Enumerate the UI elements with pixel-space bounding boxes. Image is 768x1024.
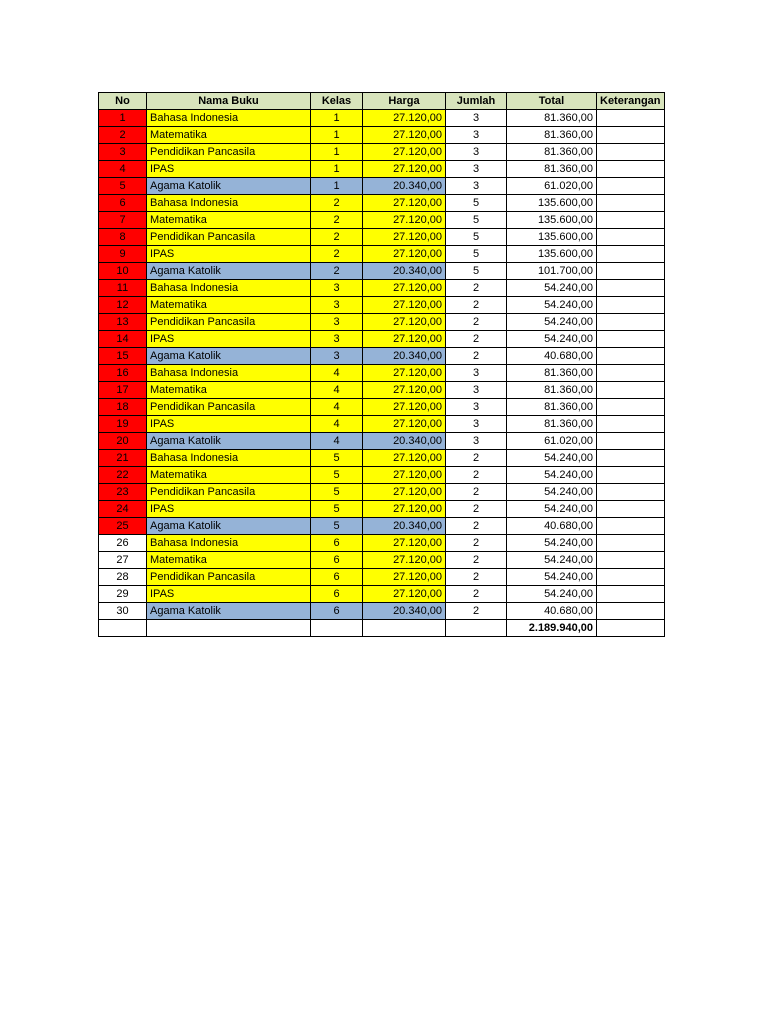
cell-harga: 20.340,00 [363, 178, 446, 195]
cell-no: 13 [99, 314, 147, 331]
cell-keterangan [597, 263, 665, 280]
cell-no: 27 [99, 552, 147, 569]
cell-jumlah: 5 [446, 229, 507, 246]
cell-harga: 27.120,00 [363, 450, 446, 467]
table-row [99, 314, 665, 331]
cell-no: 19 [99, 416, 147, 433]
cell-jumlah: 3 [446, 365, 507, 382]
header-kelas: Kelas [311, 93, 363, 110]
cell-jumlah: 5 [446, 263, 507, 280]
cell-kelas: 4 [311, 433, 363, 450]
cell-nama-buku: IPAS [147, 501, 311, 518]
cell-kelas: 4 [311, 382, 363, 399]
cell-keterangan [597, 246, 665, 263]
cell-no: 2 [99, 127, 147, 144]
cell-total: 81.360,00 [507, 161, 597, 178]
cell-jumlah: 2 [446, 314, 507, 331]
cell-kelas: 2 [311, 246, 363, 263]
cell-jumlah: 2 [446, 603, 507, 620]
cell-nama-buku: Pendidikan Pancasila [147, 314, 311, 331]
cell-harga: 27.120,00 [363, 535, 446, 552]
cell-kelas: 4 [311, 399, 363, 416]
cell-kelas: 6 [311, 603, 363, 620]
cell-total: 101.700,00 [507, 263, 597, 280]
cell-total: 40.680,00 [507, 603, 597, 620]
cell-nama-buku: Bahasa Indonesia [147, 195, 311, 212]
cell-nama-buku: IPAS [147, 161, 311, 178]
cell-nama-buku: Bahasa Indonesia [147, 450, 311, 467]
cell-jumlah: 2 [446, 280, 507, 297]
cell-total: 54.240,00 [507, 467, 597, 484]
table-row [99, 127, 665, 144]
cell-jumlah: 2 [446, 484, 507, 501]
cell-jumlah: 5 [446, 212, 507, 229]
cell-nama-buku: IPAS [147, 416, 311, 433]
cell-nama-buku: Agama Katolik [147, 178, 311, 195]
cell-harga: 27.120,00 [363, 280, 446, 297]
table-row [99, 365, 665, 382]
cell-kelas: 5 [311, 484, 363, 501]
cell-jumlah: 3 [446, 144, 507, 161]
cell-no: 10 [99, 263, 147, 280]
cell-keterangan [597, 365, 665, 382]
cell-jumlah: 2 [446, 331, 507, 348]
cell-harga: 27.120,00 [363, 110, 446, 127]
cell-total: 54.240,00 [507, 586, 597, 603]
cell-kelas: 3 [311, 331, 363, 348]
cell-nama-buku: Pendidikan Pancasila [147, 484, 311, 501]
cell-total: 61.020,00 [507, 178, 597, 195]
cell-jumlah: 5 [446, 195, 507, 212]
cell-total: 135.600,00 [507, 212, 597, 229]
cell-total: 40.680,00 [507, 518, 597, 535]
cell-jumlah: 2 [446, 535, 507, 552]
cell-total: 135.600,00 [507, 246, 597, 263]
cell-harga: 27.120,00 [363, 331, 446, 348]
cell-keterangan [597, 501, 665, 518]
table-row [99, 552, 665, 569]
header-jumlah: Jumlah [446, 93, 507, 110]
cell-harga: 20.340,00 [363, 518, 446, 535]
cell-harga: 27.120,00 [363, 212, 446, 229]
grand-total-value: 2.189.940,00 [507, 620, 597, 637]
cell-total: 81.360,00 [507, 127, 597, 144]
cell-harga: 27.120,00 [363, 195, 446, 212]
grand-total-blank-cell [597, 620, 665, 637]
cell-kelas: 6 [311, 569, 363, 586]
table-row [99, 246, 665, 263]
cell-total: 81.360,00 [507, 365, 597, 382]
cell-harga: 27.120,00 [363, 467, 446, 484]
cell-total: 54.240,00 [507, 501, 597, 518]
cell-no: 11 [99, 280, 147, 297]
cell-kelas: 6 [311, 586, 363, 603]
cell-nama-buku: Agama Katolik [147, 518, 311, 535]
cell-no: 18 [99, 399, 147, 416]
table-row [99, 467, 665, 484]
grand-total-blank-cell [363, 620, 446, 637]
cell-kelas: 2 [311, 195, 363, 212]
cell-nama-buku: Matematika [147, 297, 311, 314]
cell-jumlah: 5 [446, 246, 507, 263]
cell-kelas: 1 [311, 127, 363, 144]
cell-harga: 20.340,00 [363, 603, 446, 620]
cell-harga: 27.120,00 [363, 246, 446, 263]
cell-nama-buku: Pendidikan Pancasila [147, 144, 311, 161]
cell-nama-buku: Matematika [147, 552, 311, 569]
grand-total-blank-cell [311, 620, 363, 637]
header-total: Total [507, 93, 597, 110]
table-row [99, 603, 665, 620]
cell-jumlah: 2 [446, 348, 507, 365]
cell-harga: 27.120,00 [363, 552, 446, 569]
table-row [99, 416, 665, 433]
cell-kelas: 2 [311, 263, 363, 280]
cell-jumlah: 2 [446, 518, 507, 535]
cell-jumlah: 2 [446, 501, 507, 518]
cell-nama-buku: Pendidikan Pancasila [147, 399, 311, 416]
table-row [99, 263, 665, 280]
cell-nama-buku: Matematika [147, 127, 311, 144]
cell-no: 17 [99, 382, 147, 399]
cell-total: 54.240,00 [507, 569, 597, 586]
cell-jumlah: 2 [446, 297, 507, 314]
cell-total: 81.360,00 [507, 416, 597, 433]
cell-total: 54.240,00 [507, 484, 597, 501]
cell-nama-buku: Bahasa Indonesia [147, 110, 311, 127]
cell-total: 54.240,00 [507, 535, 597, 552]
table-row [99, 110, 665, 127]
cell-jumlah: 2 [446, 552, 507, 569]
cell-nama-buku: Matematika [147, 382, 311, 399]
cell-nama-buku: Matematika [147, 212, 311, 229]
cell-keterangan [597, 382, 665, 399]
table-row [99, 501, 665, 518]
cell-keterangan [597, 467, 665, 484]
header-nama-buku: Nama Buku [147, 93, 311, 110]
header-keterangan: Keterangan [597, 93, 665, 110]
table-row [99, 586, 665, 603]
cell-no: 14 [99, 331, 147, 348]
cell-no: 30 [99, 603, 147, 620]
cell-keterangan [597, 603, 665, 620]
cell-harga: 27.120,00 [363, 382, 446, 399]
table-row [99, 297, 665, 314]
cell-kelas: 5 [311, 518, 363, 535]
cell-total: 81.360,00 [507, 382, 597, 399]
cell-no: 3 [99, 144, 147, 161]
cell-harga: 27.120,00 [363, 365, 446, 382]
table-row [99, 161, 665, 178]
cell-nama-buku: IPAS [147, 246, 311, 263]
cell-nama-buku: Bahasa Indonesia [147, 535, 311, 552]
cell-keterangan [597, 161, 665, 178]
table-row [99, 535, 665, 552]
table-row [99, 518, 665, 535]
table-row [99, 144, 665, 161]
cell-total: 135.600,00 [507, 229, 597, 246]
cell-keterangan [597, 535, 665, 552]
cell-keterangan [597, 110, 665, 127]
cell-keterangan [597, 586, 665, 603]
cell-jumlah: 3 [446, 161, 507, 178]
grand-total-row [99, 620, 665, 637]
cell-total: 81.360,00 [507, 399, 597, 416]
cell-keterangan [597, 178, 665, 195]
cell-harga: 27.120,00 [363, 144, 446, 161]
cell-no: 4 [99, 161, 147, 178]
cell-jumlah: 2 [446, 467, 507, 484]
cell-harga: 27.120,00 [363, 297, 446, 314]
cell-kelas: 4 [311, 365, 363, 382]
cell-nama-buku: Pendidikan Pancasila [147, 229, 311, 246]
cell-no: 8 [99, 229, 147, 246]
cell-jumlah: 2 [446, 586, 507, 603]
table-row [99, 484, 665, 501]
cell-total: 135.600,00 [507, 195, 597, 212]
cell-keterangan [597, 331, 665, 348]
cell-kelas: 5 [311, 501, 363, 518]
table-row [99, 382, 665, 399]
cell-total: 54.240,00 [507, 280, 597, 297]
cell-nama-buku: IPAS [147, 586, 311, 603]
table-row [99, 178, 665, 195]
cell-jumlah: 2 [446, 569, 507, 586]
cell-total: 61.020,00 [507, 433, 597, 450]
cell-kelas: 1 [311, 178, 363, 195]
cell-total: 54.240,00 [507, 450, 597, 467]
table-row [99, 229, 665, 246]
cell-nama-buku: Bahasa Indonesia [147, 365, 311, 382]
table-row [99, 399, 665, 416]
cell-harga: 27.120,00 [363, 586, 446, 603]
cell-kelas: 6 [311, 535, 363, 552]
cell-nama-buku: Agama Katolik [147, 263, 311, 280]
header-harga: Harga [363, 93, 446, 110]
cell-jumlah: 3 [446, 382, 507, 399]
cell-keterangan [597, 127, 665, 144]
cell-harga: 27.120,00 [363, 501, 446, 518]
header-no: No [99, 93, 147, 110]
cell-harga: 20.340,00 [363, 433, 446, 450]
cell-total: 81.360,00 [507, 144, 597, 161]
cell-nama-buku: IPAS [147, 331, 311, 348]
cell-no: 26 [99, 535, 147, 552]
cell-jumlah: 3 [446, 399, 507, 416]
cell-kelas: 2 [311, 212, 363, 229]
cell-no: 25 [99, 518, 147, 535]
cell-keterangan [597, 416, 665, 433]
grand-total-blank-cell [99, 620, 147, 637]
grand-total-blank-cell [147, 620, 311, 637]
cell-total: 54.240,00 [507, 552, 597, 569]
cell-harga: 20.340,00 [363, 263, 446, 280]
cell-harga: 27.120,00 [363, 229, 446, 246]
cell-keterangan [597, 297, 665, 314]
cell-harga: 27.120,00 [363, 161, 446, 178]
cell-no: 21 [99, 450, 147, 467]
cell-jumlah: 3 [446, 433, 507, 450]
cell-total: 54.240,00 [507, 314, 597, 331]
cell-keterangan [597, 348, 665, 365]
cell-keterangan [597, 450, 665, 467]
cell-no: 7 [99, 212, 147, 229]
cell-keterangan [597, 229, 665, 246]
cell-no: 5 [99, 178, 147, 195]
cell-total: 81.360,00 [507, 110, 597, 127]
table-row [99, 348, 665, 365]
cell-nama-buku: Agama Katolik [147, 348, 311, 365]
cell-total: 54.240,00 [507, 331, 597, 348]
cell-jumlah: 3 [446, 127, 507, 144]
cell-no: 23 [99, 484, 147, 501]
cell-harga: 27.120,00 [363, 314, 446, 331]
cell-kelas: 6 [311, 552, 363, 569]
cell-kelas: 3 [311, 280, 363, 297]
cell-kelas: 2 [311, 229, 363, 246]
table-row [99, 195, 665, 212]
cell-keterangan [597, 569, 665, 586]
cell-keterangan [597, 314, 665, 331]
cell-nama-buku: Pendidikan Pancasila [147, 569, 311, 586]
cell-kelas: 5 [311, 450, 363, 467]
cell-harga: 27.120,00 [363, 127, 446, 144]
cell-no: 1 [99, 110, 147, 127]
grand-total-blank-cell [446, 620, 507, 637]
cell-no: 22 [99, 467, 147, 484]
table-row [99, 569, 665, 586]
cell-keterangan [597, 552, 665, 569]
cell-kelas: 5 [311, 467, 363, 484]
cell-harga: 20.340,00 [363, 348, 446, 365]
cell-harga: 27.120,00 [363, 399, 446, 416]
cell-kelas: 1 [311, 144, 363, 161]
cell-no: 29 [99, 586, 147, 603]
cell-keterangan [597, 195, 665, 212]
cell-no: 28 [99, 569, 147, 586]
cell-no: 16 [99, 365, 147, 382]
cell-jumlah: 3 [446, 416, 507, 433]
cell-no: 15 [99, 348, 147, 365]
cell-nama-buku: Agama Katolik [147, 603, 311, 620]
cell-total: 54.240,00 [507, 297, 597, 314]
table-row [99, 331, 665, 348]
cell-nama-buku: Agama Katolik [147, 433, 311, 450]
cell-nama-buku: Matematika [147, 467, 311, 484]
table-row [99, 212, 665, 229]
cell-kelas: 1 [311, 110, 363, 127]
table-row [99, 280, 665, 297]
table-row [99, 433, 665, 450]
cell-nama-buku: Bahasa Indonesia [147, 280, 311, 297]
cell-keterangan [597, 280, 665, 297]
cell-harga: 27.120,00 [363, 484, 446, 501]
cell-kelas: 3 [311, 314, 363, 331]
cell-keterangan [597, 484, 665, 501]
cell-kelas: 3 [311, 297, 363, 314]
cell-harga: 27.120,00 [363, 569, 446, 586]
book-order-table [98, 92, 665, 637]
cell-keterangan [597, 144, 665, 161]
cell-jumlah: 3 [446, 110, 507, 127]
cell-jumlah: 2 [446, 450, 507, 467]
cell-keterangan [597, 212, 665, 229]
cell-no: 20 [99, 433, 147, 450]
cell-no: 12 [99, 297, 147, 314]
cell-kelas: 3 [311, 348, 363, 365]
cell-no: 6 [99, 195, 147, 212]
cell-no: 24 [99, 501, 147, 518]
cell-keterangan [597, 433, 665, 450]
cell-total: 40.680,00 [507, 348, 597, 365]
cell-kelas: 1 [311, 161, 363, 178]
cell-jumlah: 3 [446, 178, 507, 195]
table-row [99, 450, 665, 467]
cell-harga: 27.120,00 [363, 416, 446, 433]
cell-no: 9 [99, 246, 147, 263]
cell-keterangan [597, 399, 665, 416]
header-row [99, 93, 665, 110]
cell-kelas: 4 [311, 416, 363, 433]
cell-keterangan [597, 518, 665, 535]
